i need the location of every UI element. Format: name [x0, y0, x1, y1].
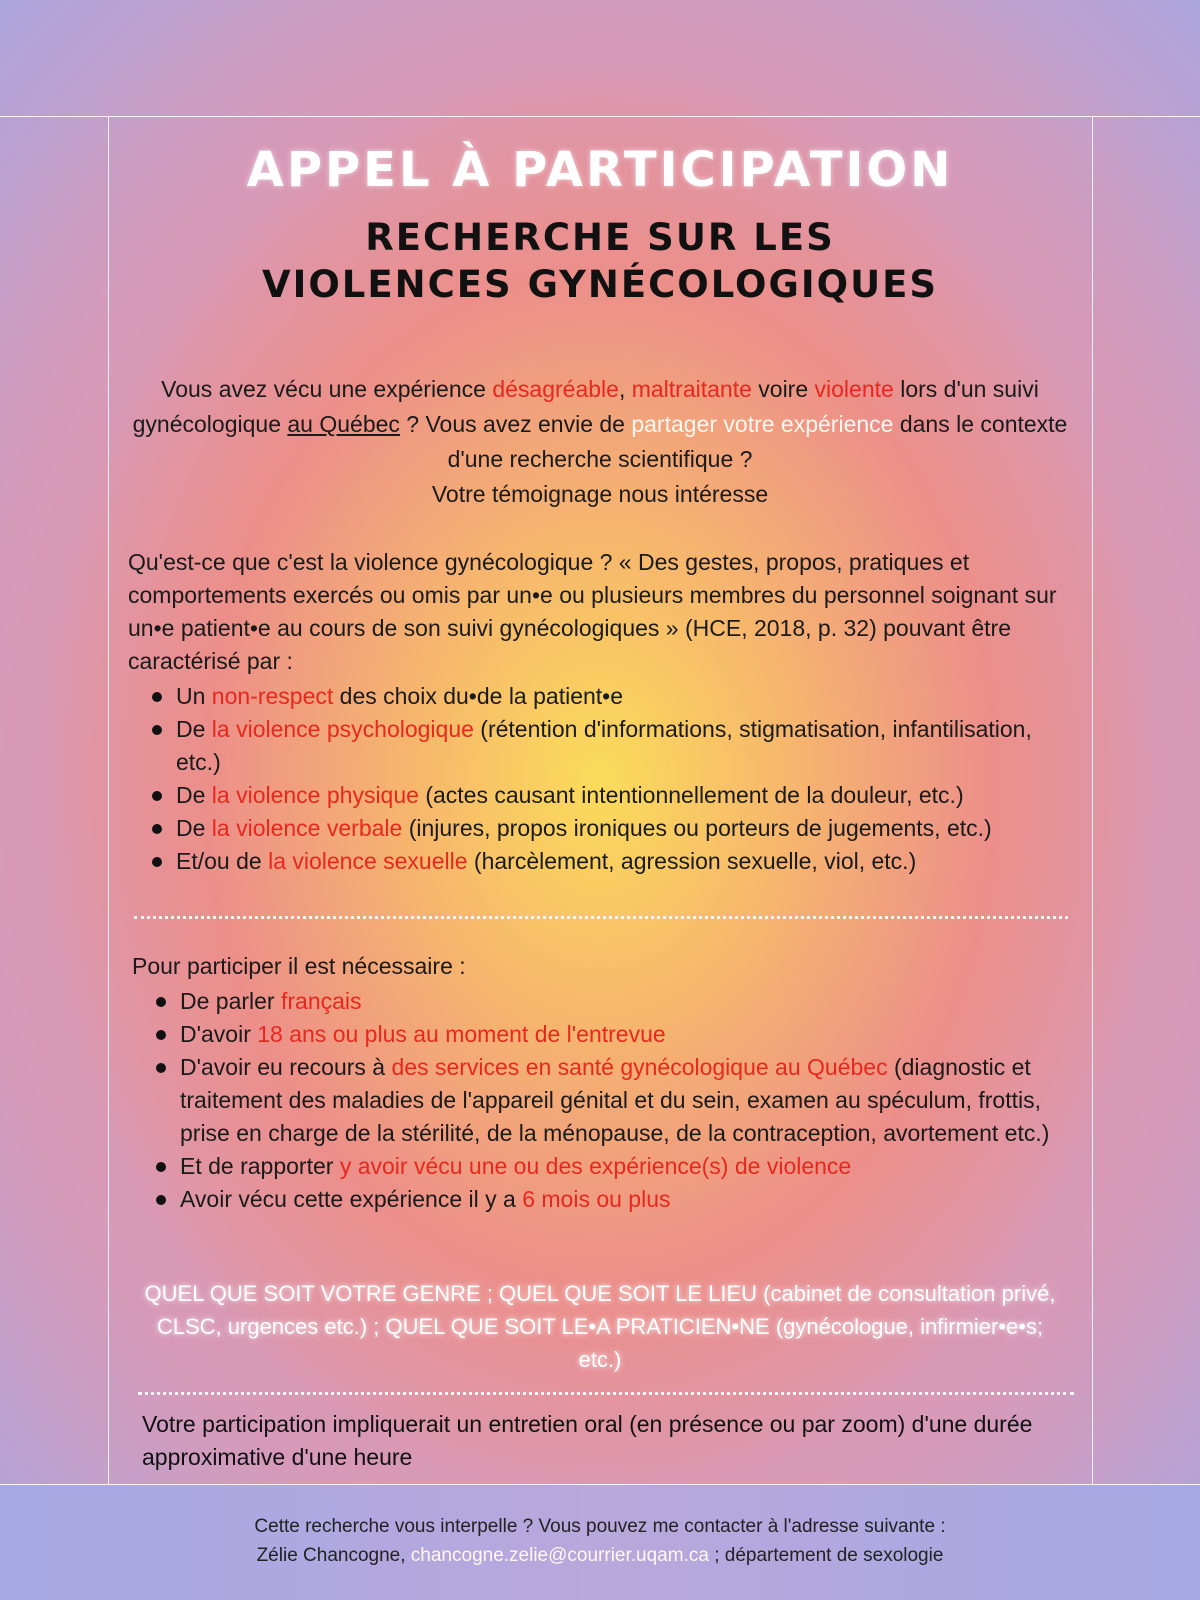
item-text: De: [176, 815, 212, 841]
list-item: [132, 985, 1072, 1018]
intro-highlight: violente: [814, 376, 894, 402]
item-highlight: français: [280, 988, 362, 1014]
item-text: Et de rapporter: [180, 1153, 340, 1179]
intro-text: voire: [751, 376, 815, 402]
intro-highlight: maltraitante: [631, 376, 752, 402]
frame-line-right: [1092, 116, 1093, 1484]
item-text: Et/ou de: [176, 848, 269, 874]
item-highlight: la violence psychologique: [211, 716, 474, 742]
violence-types-list: [128, 680, 1078, 878]
item-highlight: 6 mois ou plus: [522, 1186, 671, 1212]
dotted-divider: [134, 916, 1068, 919]
frame-line-left: [108, 116, 109, 1484]
item-text: De: [176, 716, 212, 742]
intro-text: ,: [618, 376, 632, 402]
intro-highlight-white: partager votre expérience: [631, 411, 894, 437]
item-highlight: 18 ans ou plus au moment de l'entrevue: [257, 1021, 666, 1047]
item-highlight: la violence physique: [211, 782, 419, 808]
item-text: (actes causant intentionnellement de la douleur, etc.): [418, 782, 964, 808]
footer-line-2: [0, 1541, 1200, 1570]
definition-text: Qu'est-ce que c'est la violence gynécologique ? « Des gestes, propos, pratiques et comportements exercés ou omis par un•e ou plusieurs membres du personnel soignant sur un•e patient•e au cours de son suivi gynécologiques » (HCE, 2018, p. 32) pouvant être caractérisé par :: [128, 549, 1057, 674]
item-highlight: y avoir vécu une ou des expérience(s) de violence: [339, 1153, 852, 1179]
item-text: (injures, propos ironiques ou porteurs de jugements, etc.): [402, 815, 992, 841]
item-text: De: [176, 782, 212, 808]
item-text: (diagnostic et traitement des maladies de l'appareil génital et du sein, examen au spéculum, frottis, prise en charge de la stérilité, de la ménopause, de la contraception, avortement etc.): [180, 1054, 1050, 1146]
contact-footer: [0, 1512, 1200, 1570]
item-text: Un: [176, 683, 212, 709]
inclusivity-notice: QUEL QUE SOIT VOTRE GENRE ; QUEL QUE SOIT LE LIEU (cabinet de consultation privé, CLSC, urgences etc.) ; QUEL QUE SOIT LE•A PRATICIEN•NE (gynécologue, infirmier•e•s; etc.): [144, 1281, 1056, 1372]
participation-details: Votre participation impliquerait un entretien oral (en présence ou par zoom) d'une durée approximative d'une heure: [142, 1411, 1033, 1470]
dotted-divider: [138, 1392, 1074, 1395]
item-text: De parler: [180, 988, 281, 1014]
item-highlight: la violence verbale: [211, 815, 403, 841]
intro-closing: Votre témoignage nous intéresse: [431, 481, 769, 507]
footer-line-1: Cette recherche vous interpelle ? Vous pouvez me contacter à l'adresse suivante :: [254, 1516, 946, 1537]
requirements-intro: Pour participer il est nécessaire :: [132, 953, 466, 979]
list-item: [132, 1051, 1072, 1150]
page-subtitle: [0, 214, 1200, 308]
item-text: D'avoir eu recours à: [180, 1054, 392, 1080]
item-highlight: non-respect: [211, 683, 334, 709]
contact-email-link[interactable]: chancogne.zelie@courrier.uqam.ca: [410, 1545, 709, 1566]
intro-highlight: désagréable: [492, 376, 619, 402]
list-item: [132, 1150, 1072, 1183]
item-text: des choix du•de la patient•e: [333, 683, 624, 709]
list-item: [128, 713, 1078, 779]
subtitle-line-1: RECHERCHE SUR LES: [365, 216, 835, 259]
item-text: (harcèlement, agression sexuelle, viol, etc.): [467, 848, 917, 874]
item-text: D'avoir: [180, 1021, 258, 1047]
page-title: APPEL À PARTICIPATION: [246, 142, 954, 198]
frame-line-top: [0, 116, 1200, 117]
list-item: [128, 845, 1078, 878]
item-highlight: la violence sexuelle: [268, 848, 468, 874]
requirements-list: [132, 985, 1072, 1216]
intro-text: Vous avez vécu une expérience: [161, 376, 493, 402]
requirements-section: [132, 950, 1072, 1216]
intro-text: lors d'un suivi gynécologique: [132, 376, 1039, 437]
list-item: [128, 779, 1078, 812]
intro-underlined: au Québec: [287, 411, 400, 437]
item-highlight: des services en santé gynécologique au Québec: [391, 1054, 888, 1080]
list-item: [128, 812, 1078, 845]
list-item: [132, 1183, 1072, 1216]
item-text: (rétention d'informations, stigmatisation, infantilisation, etc.): [176, 716, 1032, 775]
list-item: [132, 1018, 1072, 1051]
intro-paragraph: [130, 372, 1070, 512]
frame-line-bottom: [0, 1484, 1200, 1485]
intro-text: ? Vous avez envie de: [399, 411, 632, 437]
intro-text: dans le contexte d'une recherche scientifique ?: [447, 411, 1068, 472]
list-item: [128, 680, 1078, 713]
contact-department: ; département de sexologie: [708, 1545, 944, 1566]
contact-name: Zélie Chancogne,: [256, 1545, 411, 1566]
subtitle-line-2: VIOLENCES GYNÉCOLOGIQUES: [261, 263, 939, 306]
item-text: Avoir vécu cette expérience il y a: [180, 1186, 523, 1212]
definition-section: [128, 546, 1078, 878]
